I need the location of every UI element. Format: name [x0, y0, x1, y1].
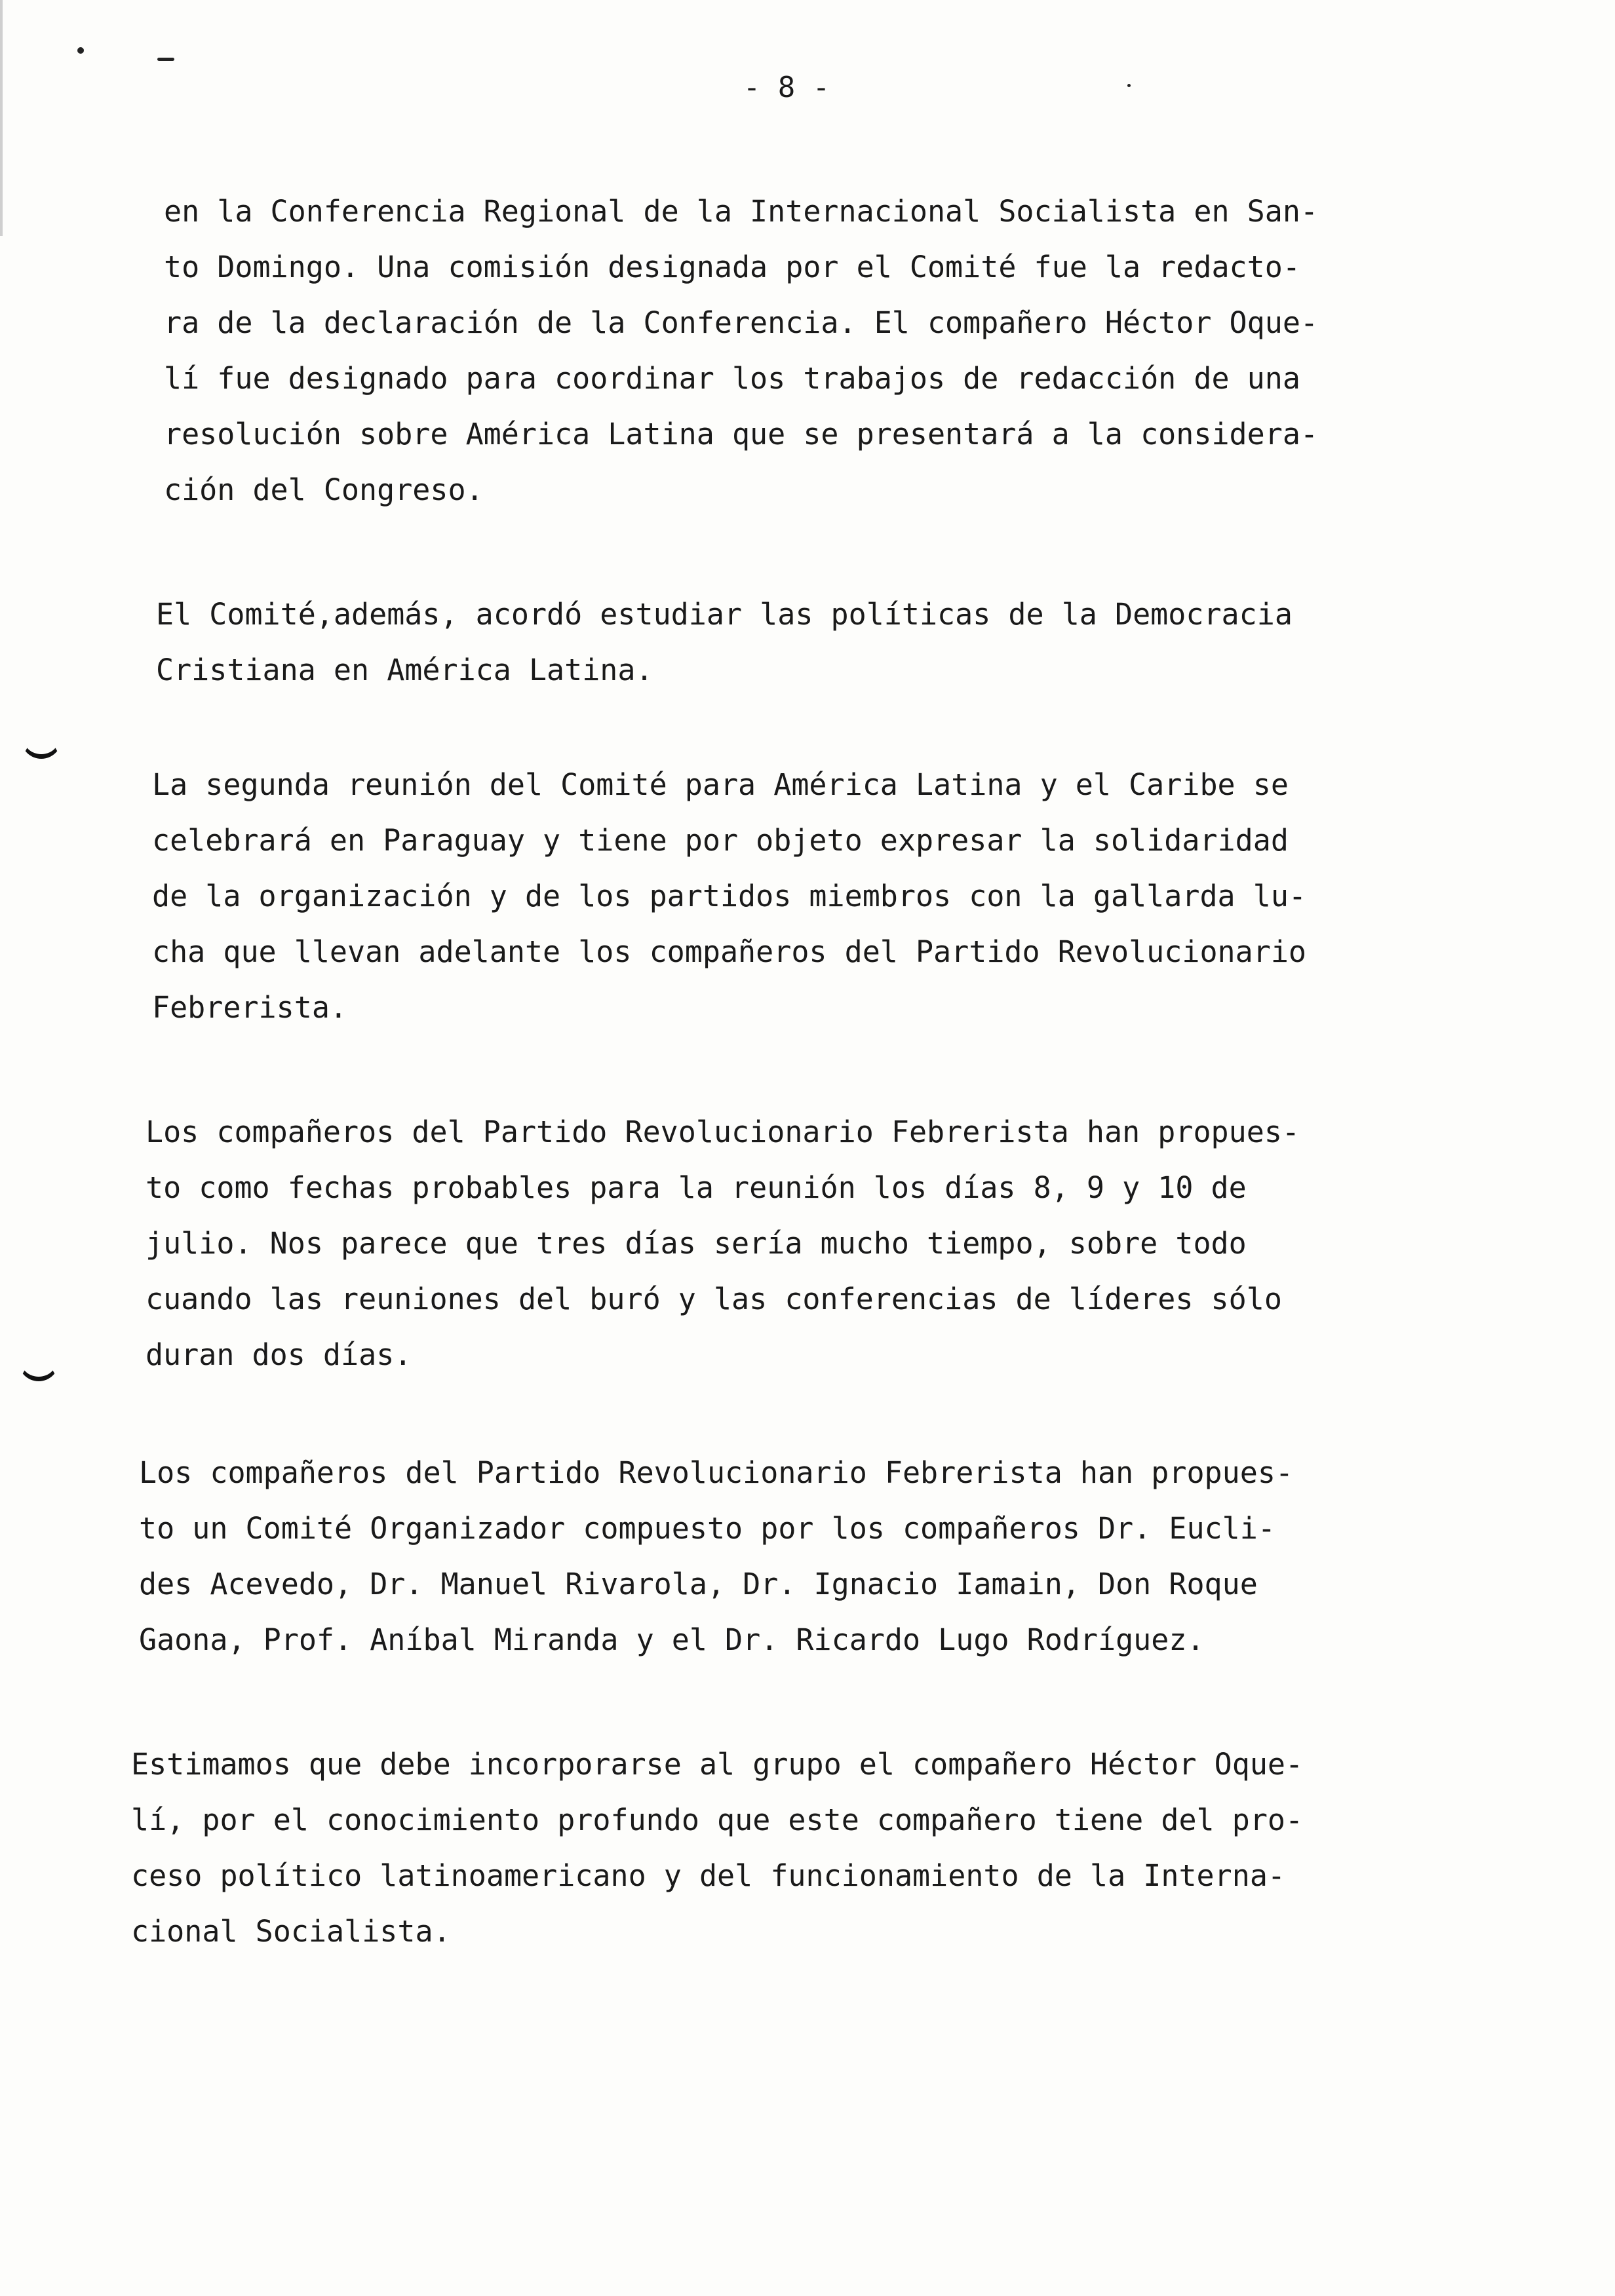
scan-edge-shadow [0, 0, 3, 236]
scan-speck [77, 47, 84, 54]
text-line: julio. Nos parece que tres días sería mucho tiempo, sobre todo [146, 1226, 1247, 1261]
text-line: cuando las reuniones del buró y las conferencias de líderes sólo [146, 1282, 1282, 1316]
text-line: lí fue designado para coordinar los trabajos de redacción de una [164, 361, 1300, 396]
text-line: resolución sobre América Latina que se presentará a la considera- [164, 417, 1318, 451]
paragraph-organizing-committee [139, 1445, 1293, 1668]
text-line: El Comité,además, acordó estudiar las políticas de la Democracia [156, 597, 1293, 632]
paragraph-meeting-dates [146, 1104, 1300, 1383]
paragraph-christian-democracy [156, 586, 1293, 698]
binder-hole-mark [18, 1353, 59, 1381]
text-line: to Domingo. Una comisión designada por el Comité fue la redacto- [164, 250, 1300, 284]
text-line: Los compañeros del Partido Revolucionario Febrerista han propues- [146, 1115, 1300, 1149]
text-line: des Acevedo, Dr. Manuel Rivarola, Dr. Ignacio Iamain, Don Roque [139, 1567, 1258, 1601]
text-line: Gaona, Prof. Aníbal Miranda y el Dr. Ricardo Lugo Rodríguez. [139, 1622, 1205, 1657]
paragraph-recommendation [131, 1736, 1303, 1959]
page-number: - 8 - [743, 71, 830, 104]
text-line: de la organización y de los partidos miembros con la gallarda lu- [152, 879, 1306, 913]
binder-hole-mark [21, 731, 62, 759]
text-line: lí, por el conocimiento profundo que este compañero tiene del pro- [131, 1803, 1304, 1837]
text-line: en la Conferencia Regional de la Internacional Socialista en San- [164, 194, 1318, 229]
scan-speck [1127, 84, 1131, 87]
text-line: Cristiana en América Latina. [156, 653, 653, 687]
paragraph-conference-resolution [164, 183, 1318, 518]
paragraph-second-meeting [152, 757, 1306, 1035]
text-line: cional Socialista. [131, 1914, 451, 1949]
text-line: La segunda reunión del Comité para América Latina y el Caribe se [152, 767, 1289, 802]
text-line: ceso político latinoamericano y del funcionamiento de la Interna- [131, 1858, 1285, 1893]
text-line: duran dos días. [146, 1337, 412, 1372]
text-line: Los compañeros del Partido Revolucionario Febrerista han propues- [139, 1455, 1293, 1490]
text-line: cha que llevan adelante los compañeros del Partido Revolucionario [152, 934, 1306, 969]
text-line: Estimamos que debe incorporarse al grupo el compañero Héctor Oque- [131, 1747, 1304, 1782]
text-line: Febrerista. [152, 990, 348, 1025]
text-line: celebrará en Paraguay y tiene por objeto expresar la solidaridad [152, 823, 1289, 858]
text-line: to como fechas probables para la reunión los días 8, 9 y 10 de [146, 1170, 1247, 1205]
text-line: to un Comité Organizador compuesto por los compañeros Dr. Eucli- [139, 1511, 1275, 1546]
scan-speck [157, 58, 174, 61]
text-line: ción del Congreso. [164, 472, 484, 507]
text-line: ra de la declaración de la Conferencia. El compañero Héctor Oque- [164, 305, 1318, 340]
